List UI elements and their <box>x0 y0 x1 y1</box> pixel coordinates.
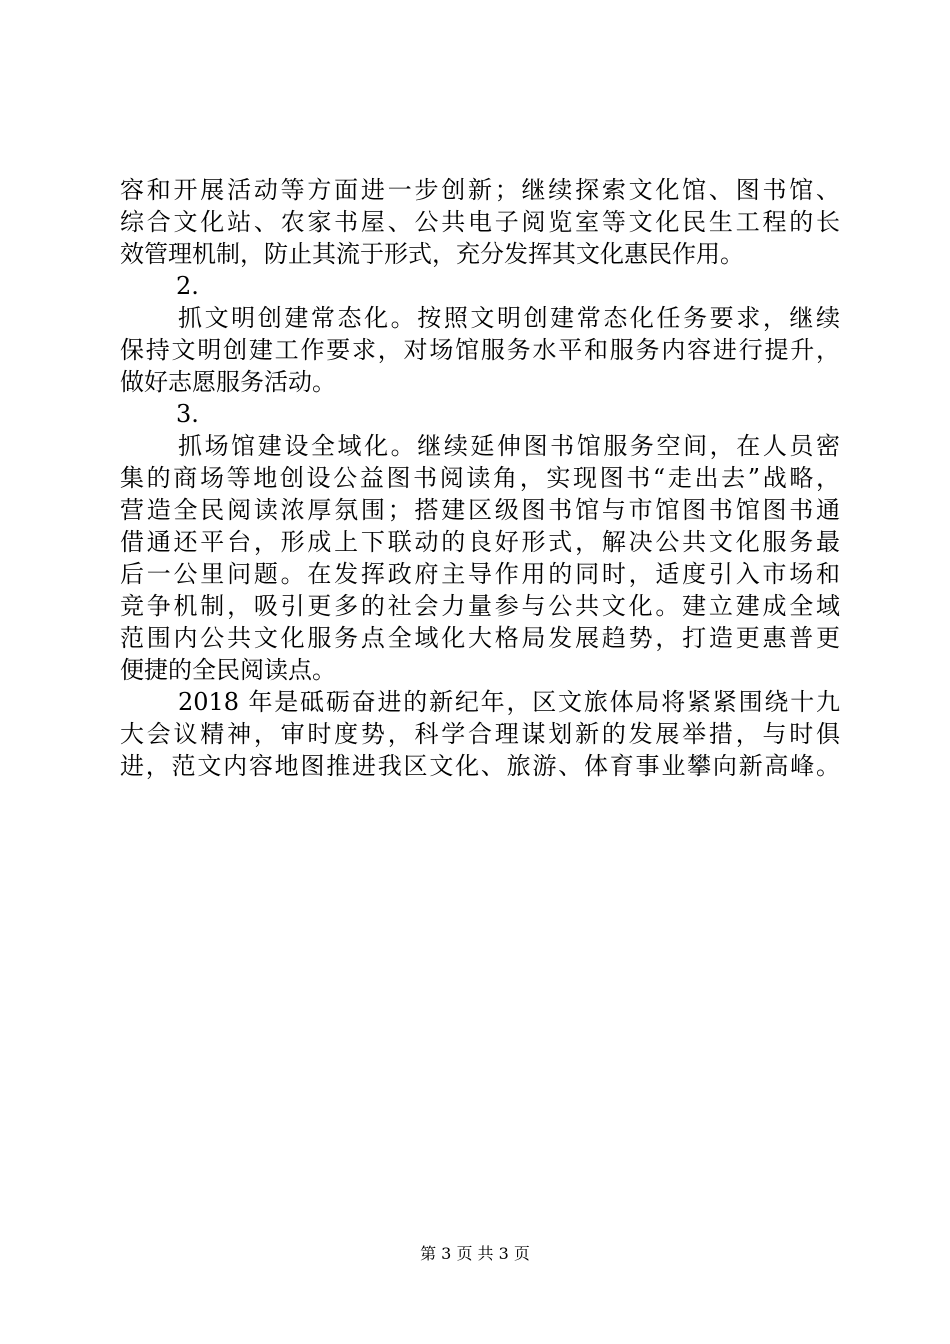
list-number: 2. <box>176 272 199 300</box>
paragraph-line: 2018 年是砥砺奋进的新纪年，区文旅体局将紧紧围绕十九 <box>178 688 840 716</box>
paragraph-line: 进，范文内容地图推进我区文化、旅游、体育事业攀向新高峰。 <box>120 752 840 780</box>
page-footer: 第 3 页 共 3 页 <box>420 1244 530 1263</box>
paragraph-line: 综合文化站、农家书屋、公共电子阅览室等文化民生工程的长 <box>120 208 840 236</box>
paragraph-line: 后一公里问题。在发挥政府主导作用的同时，适度引入市场和 <box>120 560 840 588</box>
paragraph-line: 竞争机制，吸引更多的社会力量参与公共文化。建立建成全域 <box>120 592 840 620</box>
paragraph-line: 营造全民阅读浓厚氛围；搭建区级图书馆与市馆图书馆图书通 <box>120 496 840 524</box>
paragraph-line: 便捷的全民阅读点。 <box>120 656 336 684</box>
paragraph-line: 保持文明创建工作要求，对场馆服务水平和服务内容进行提升， <box>120 336 840 364</box>
paragraph-line: 效管理机制，防止其流于形式，充分发挥其文化惠民作用。 <box>120 240 744 268</box>
list-number: 3. <box>176 400 199 428</box>
paragraph-line: 集的商场等地创设公益图书阅读角，实现图书“走出去”战略， <box>120 464 840 492</box>
paragraph-line: 借通还平台，形成上下联动的良好形式，解决公共文化服务最 <box>120 528 840 556</box>
paragraph-line: 大会议精神，审时度势，科学合理谋划新的发展举措，与时俱 <box>120 720 840 748</box>
paragraph-line: 范围内公共文化服务点全域化大格局发展趋势，打造更惠普更 <box>120 624 840 652</box>
paragraph-line: 做好志愿服务活动。 <box>120 368 336 396</box>
paragraph-line: 抓文明创建常态化。按照文明创建常态化任务要求，继续 <box>178 304 840 332</box>
paragraph-line: 容和开展活动等方面进一步创新；继续探索文化馆、图书馆、 <box>120 176 840 204</box>
paragraph-line: 抓场馆建设全域化。继续延伸图书馆服务空间，在人员密 <box>178 432 840 460</box>
